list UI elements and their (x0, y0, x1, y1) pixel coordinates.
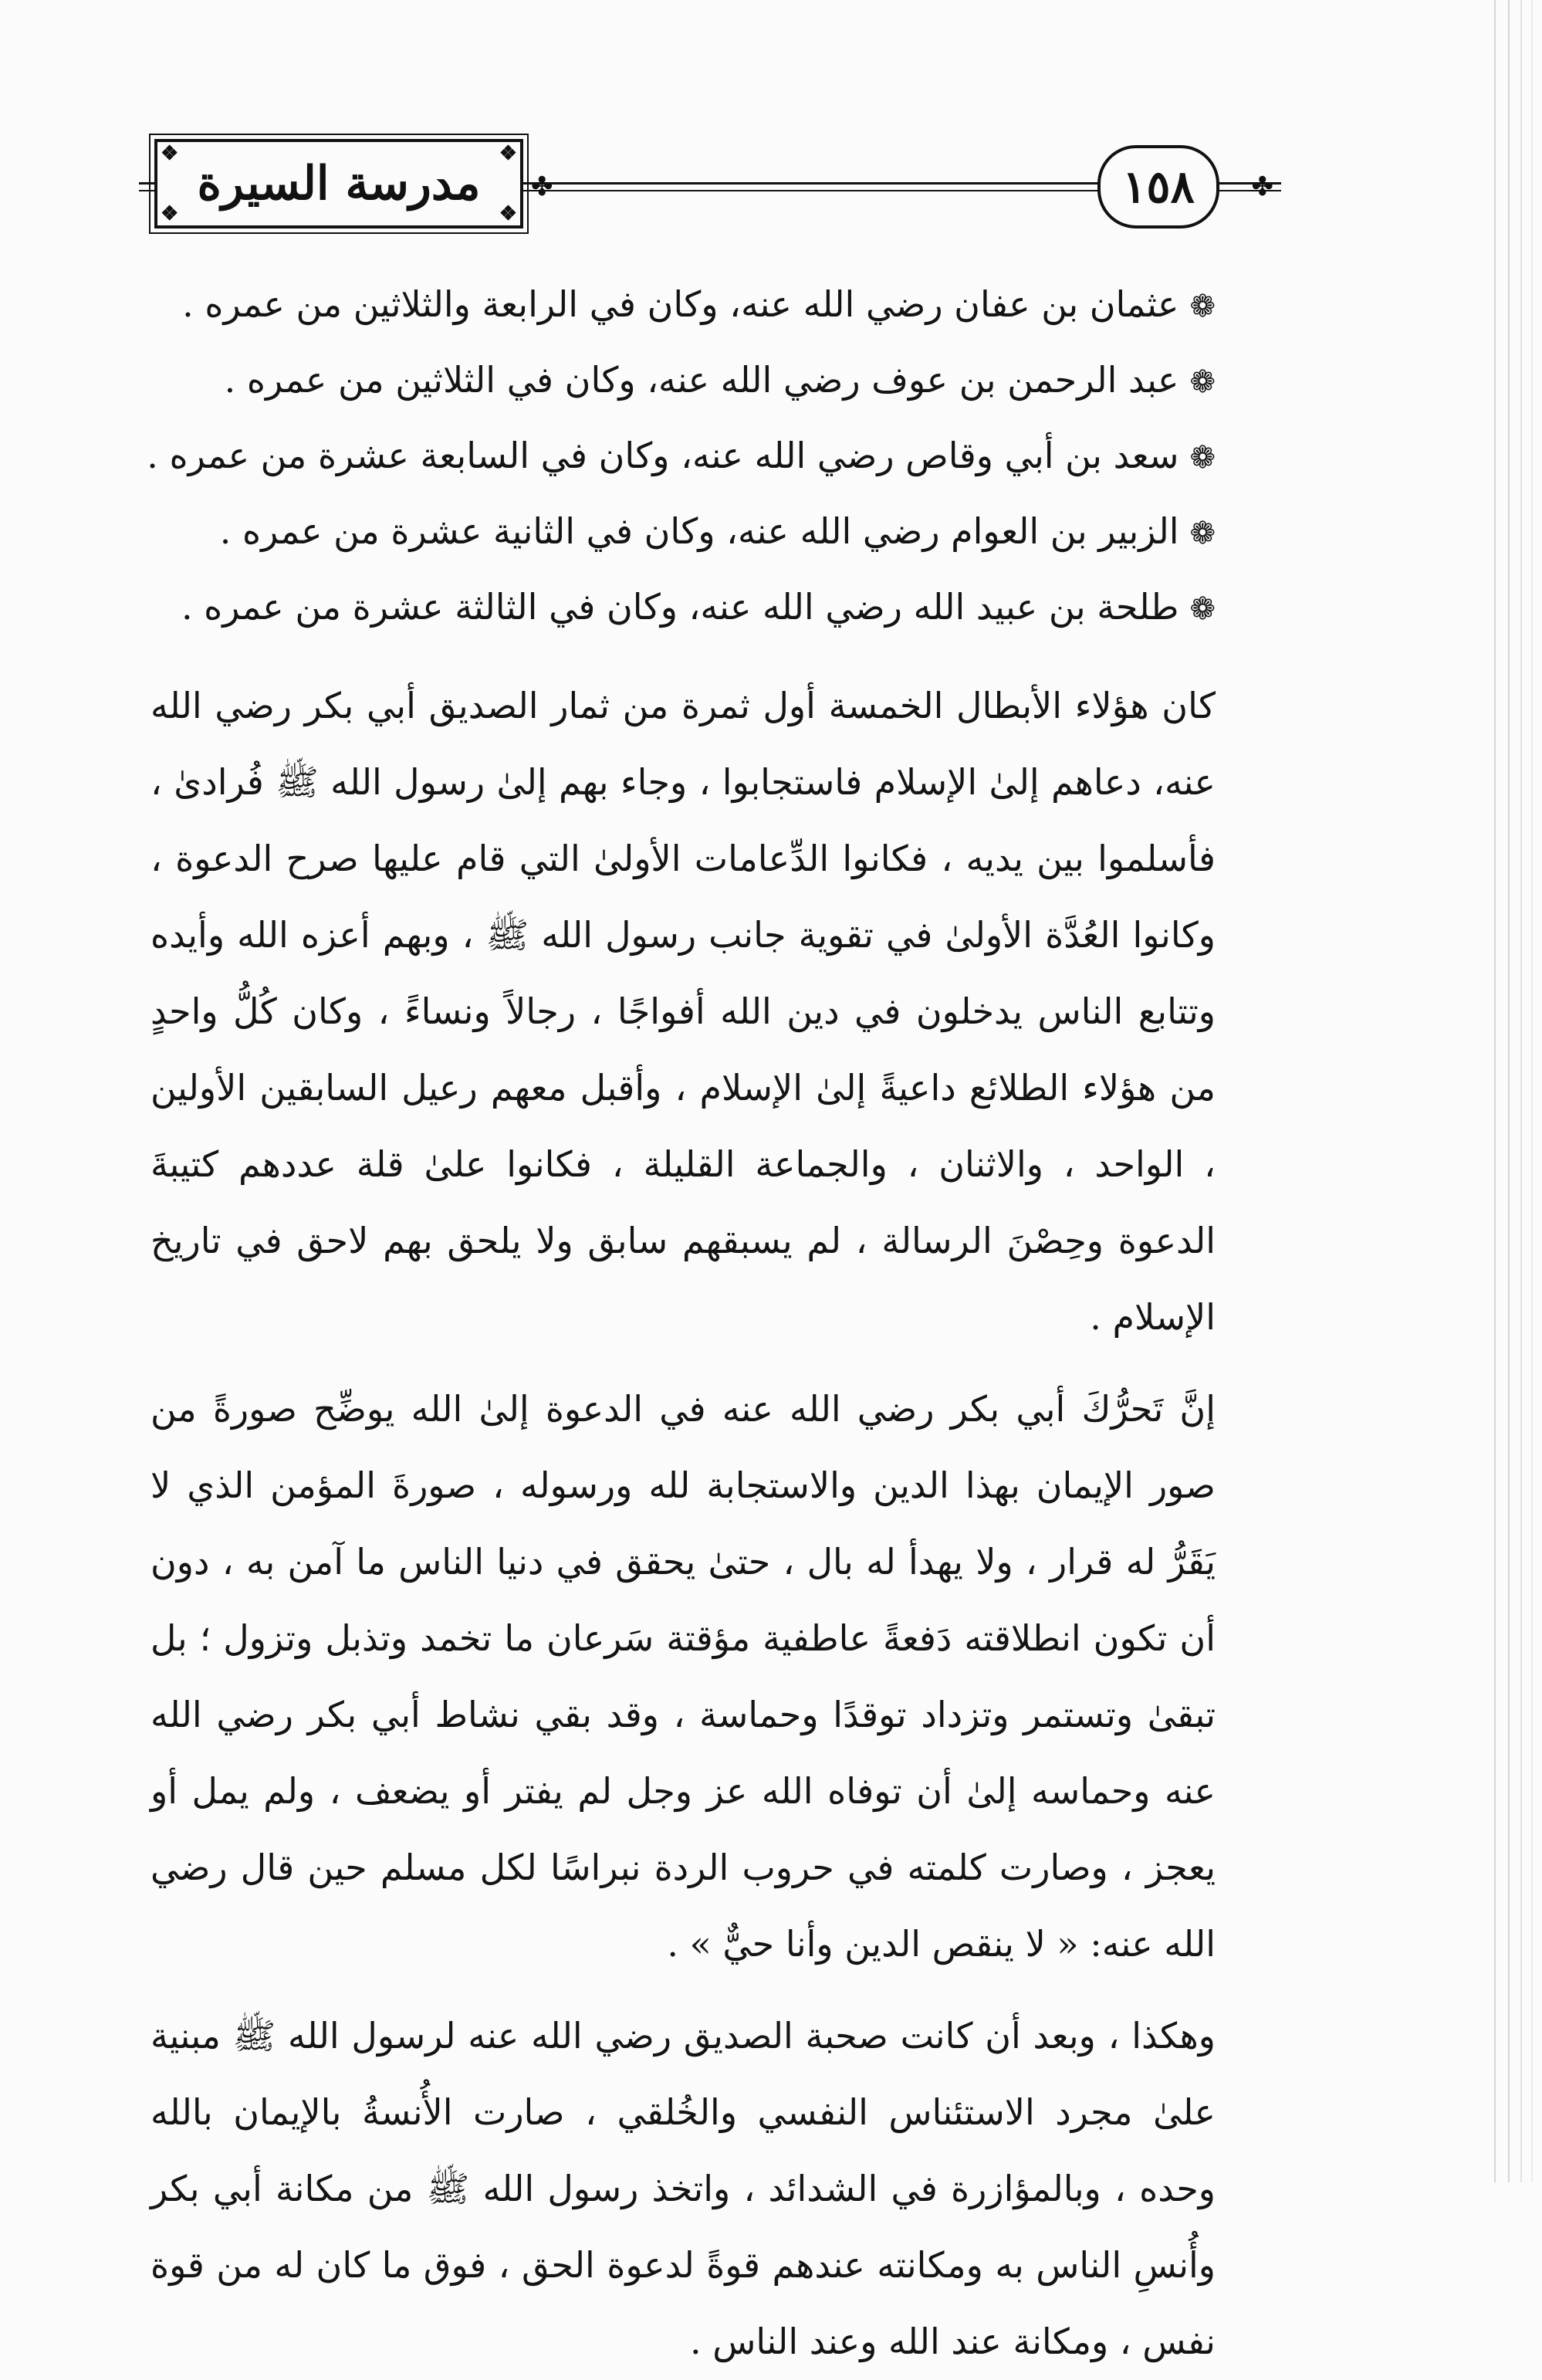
list-item (150, 342, 1216, 418)
page-body (147, 266, 1216, 2380)
flower-bullet-icon: ❁ (1189, 364, 1216, 400)
page-edge (1520, 0, 1522, 2182)
companions-list (147, 266, 1216, 645)
flower-bullet-icon: ❁ (1189, 591, 1216, 627)
list-item (150, 569, 1216, 645)
corner-ornament-icon: ❖ (161, 202, 179, 225)
paragraph: كان هؤلاء الأبطال الخمسة أول ثمرة من ثمار الصديق أبي بكر رضي الله عنه، دعاهم إلىٰ الإسلام فاستجابوا ، وجاء بهم إلىٰ رسول الله ﷺ فُرادىٰ ، فأسلموا بين يديه ، فكانوا الدِّعامات الأولىٰ التي قام عليها صرح الدعوة ، وكانوا العُدَّة الأولىٰ في تقوية جانب رسول الله ﷺ ، وبهم أعزه الله وأيده وتتابع الناس يدخلون في دين الله أفواجًا ، رجالاً ونساءً ، وكان كُلُّ واحدٍ من هؤلاء الطلائع داعيةً إلىٰ الإسلام ، وأقبل معهم رعيل السابقين الأولين ، الواحد ، والاثنان ، والجماعة القليلة ، فكانوا علىٰ قلة عددهم كتيبةَ الدعوة وحِصْنَ الرسالة ، لم يسبقهم سابق ولا يلحق بهم لاحق في تاريخ الإسلام . (150, 685, 1216, 1338)
paragraph: إنَّ تَحرُّكَ أبي بكر رضي الله عنه في الدعوة إلىٰ الله يوضِّح صورةً من صور الإيمان بهذا الدين والاستجابة لله ورسوله ، صورةَ المؤمن الذي لا يَقَرُّ له قرار ، ولا يهدأ له بال ، حتىٰ يحقق في دنيا الناس ما آمن به ، دون أن تكون انطلاقته دَفعةً عاطفية مؤقتة سَرعان ما تخمد وتذبل وتزول ؛ بل تبقىٰ وتستمر وتزداد توقدًا وحماسة ، وقد بقي نشاط أبي بكر رضي الله عنه وحماسه إلىٰ أن توفاه الله عز وجل لم يفتر أو يضعف ، ولم يمل أو يعجز ، وصارت كلمته في حروب الردة نبراسًا لكل مسلم حين قال رضي الله عنه: « لا ينقص الدين وأنا حيٌّ » . (150, 1388, 1216, 1965)
list-item (147, 418, 1216, 493)
page-number: ١٥٨ (1122, 161, 1195, 213)
list-item-text: عبد الرحمن بن عوف رضي الله عنه، وكان في الثلاثين من عمره . (224, 359, 1179, 401)
page-edge (1531, 0, 1533, 2182)
list-item-text: الزبير بن العوام رضي الله عنه، وكان في الثانية عشرة من عمره . (219, 510, 1179, 552)
paragraph: وهكذا ، وبعد أن كانت صحبة الصديق رضي الله عنه لرسول الله ﷺ مبنية علىٰ مجرد الاستئناس النفسي والخُلقي ، صارت الأُنسةُ بالإيمان بالله وحده ، وبالمؤازرة في الشدائد ، واتخذ رسول الله ﷺ من مكانة أبي بكر وأُنسِ الناس به ومكانته عندهم قوةً لدعوة الحق ، فوق ما كان له من قوة نفس ، ومكانة عند الله وعند الناس . (150, 2015, 1216, 2362)
book-title-frame (154, 139, 523, 229)
list-item (150, 266, 1216, 342)
list-item-text: طلحة بن عبيد الله رضي الله عنه، وكان في الثالثة عشرة من عمره . (181, 586, 1179, 628)
list-item (150, 493, 1216, 569)
corner-ornament-icon: ❖ (499, 142, 517, 165)
flower-bullet-icon: ❁ (1189, 516, 1216, 551)
book-title: مدرسة السيرة (197, 157, 481, 211)
corner-ornament-icon: ❖ (161, 142, 179, 165)
page-edge (1494, 0, 1496, 2182)
list-item-text: سعد بن أبي وقاص رضي الله عنه، وكان في السابعة عشرة من عمره . (147, 435, 1179, 476)
page-header (139, 131, 1281, 239)
page-number-frame (1097, 145, 1219, 229)
ornament-icon: ✤ (531, 171, 553, 202)
flower-bullet-icon: ❁ (1189, 289, 1216, 324)
corner-ornament-icon: ❖ (499, 202, 517, 225)
list-item-text: عثمان بن عفان رضي الله عنه، وكان في الرابعة والثلاثين من عمره . (182, 283, 1179, 325)
ornament-icon: ✤ (1251, 171, 1273, 202)
flower-bullet-icon: ❁ (1189, 440, 1216, 476)
page-edge (1508, 0, 1510, 2182)
